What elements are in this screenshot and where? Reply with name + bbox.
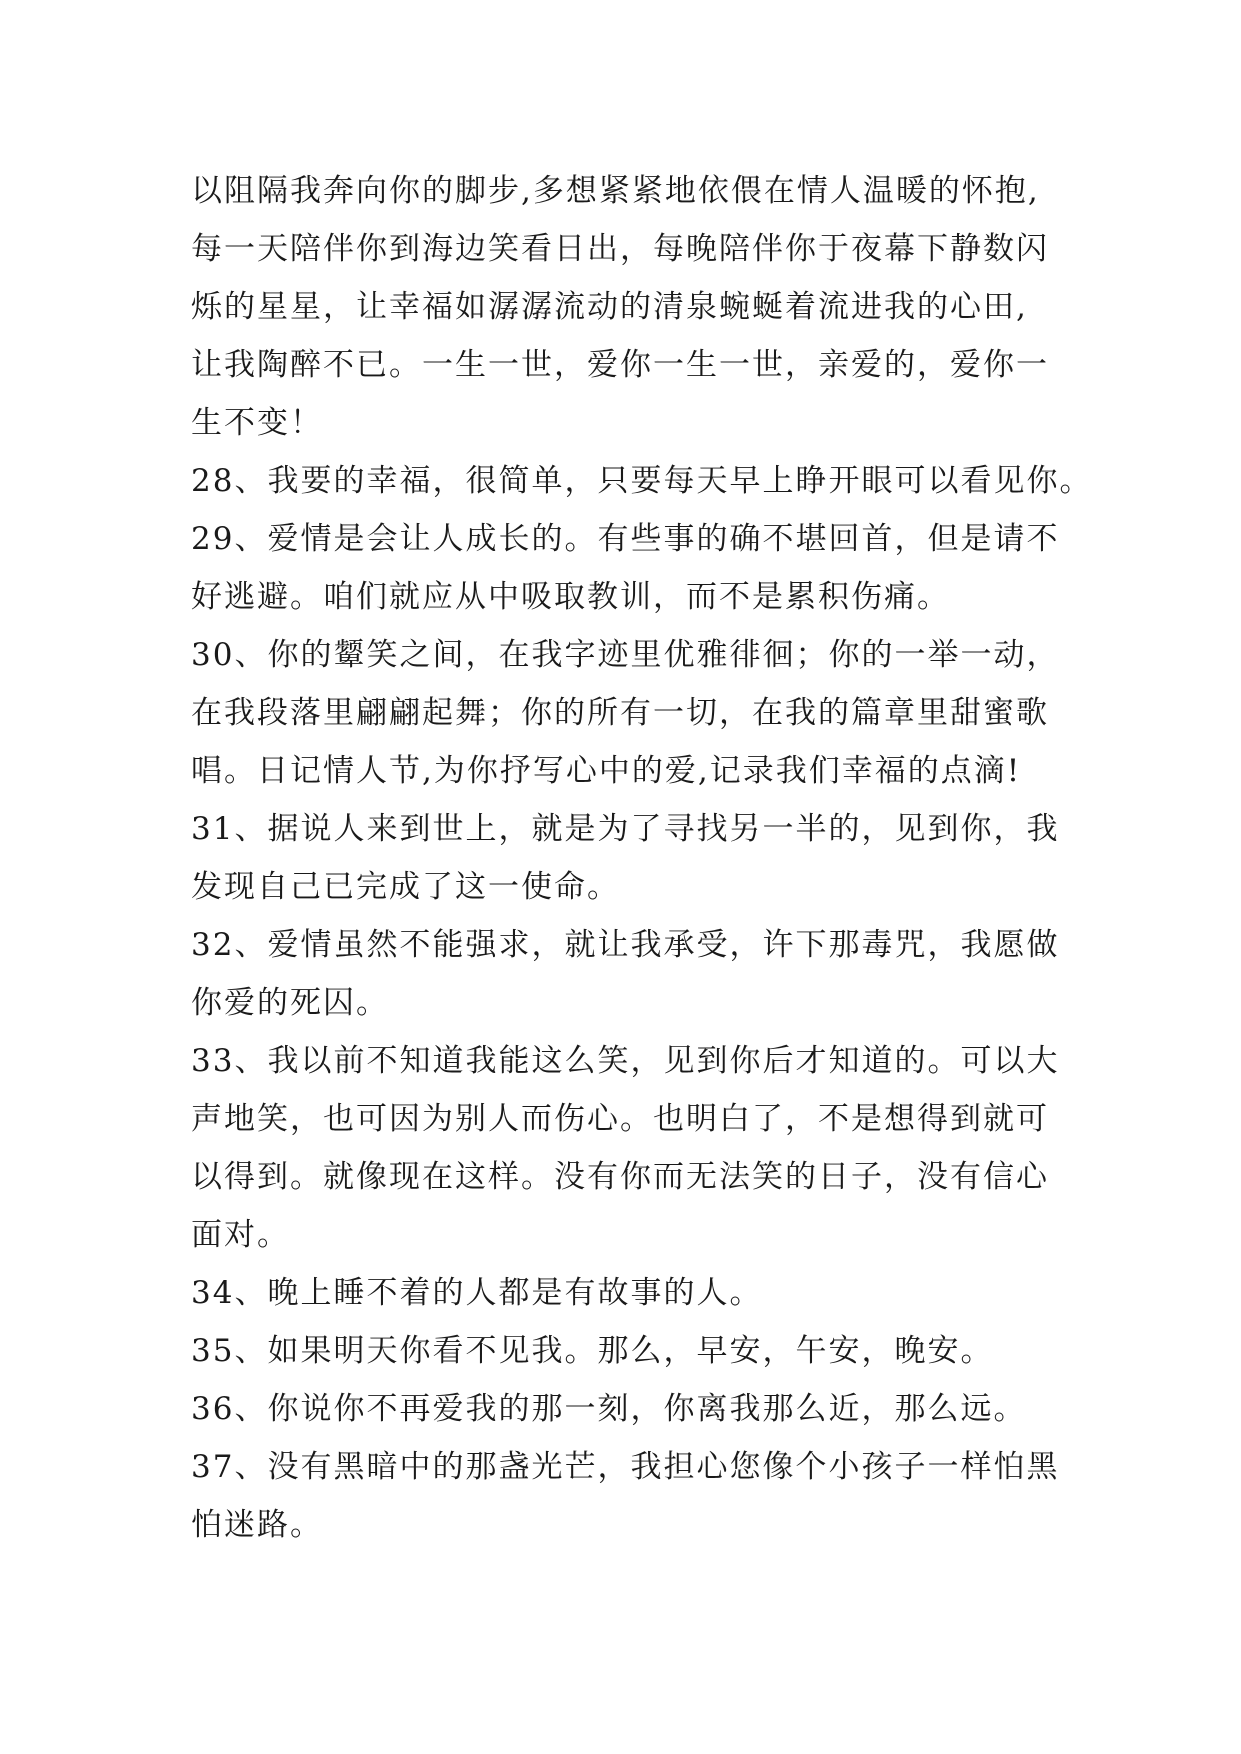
text-line: 32、爱情虽然不能强求，就让我承受，许下那毒咒，我愿做 — [191, 927, 1060, 963]
text-line: 面对。 — [191, 1217, 290, 1253]
text-line: 37、没有黑暗中的那盏光芒，我担心您像个小孩子一样怕黑 — [191, 1449, 1060, 1485]
document-body — [191, 162, 1091, 1554]
text-line: 怕迷路。 — [191, 1507, 323, 1543]
text-line: 31、据说人来到世上，就是为了寻找另一半的，见到你，我 — [191, 811, 1060, 847]
text-line: 唱。日记情人节,为你抒写心中的爱,记录我们幸福的点滴! — [191, 753, 1022, 789]
text-line: 29、爱情是会让人成长的。有些事的确不堪回首，但是请不 — [191, 521, 1060, 557]
text-line: 好逃避。咱们就应从中吸取教训，而不是累积伤痛。 — [191, 579, 950, 615]
text-line: 34、晚上睡不着的人都是有故事的人。 — [191, 1275, 763, 1311]
text-line: 以得到。就像现在这样。没有你而无法笑的日子，没有信心 — [191, 1159, 1049, 1195]
text-line: 每一天陪伴你到海边笑看日出，每晚陪伴你于夜幕下静数闪 — [191, 231, 1049, 267]
text-line: 生不变！ — [191, 405, 323, 441]
text-line: 声地笑，也可因为别人而伤心。也明白了，不是想得到就可 — [191, 1101, 1049, 1137]
text-line: 28、我要的幸福，很简单，只要每天早上睁开眼可以看见你。 — [191, 463, 1093, 499]
text-line: 发现自己已完成了这一使命。 — [191, 869, 620, 905]
text-line: 以阻隔我奔向你的脚步,多想紧紧地依偎在情人温暖的怀抱, — [191, 173, 1040, 209]
text-line: 30、你的颦笑之间，在我字迹里优雅徘徊；你的一举一动， — [191, 637, 1060, 673]
text-line: 在我段落里翩翩起舞；你的所有一切，在我的篇章里甜蜜歌 — [191, 695, 1049, 731]
text-line: 35、如果明天你看不见我。那么，早安，午安，晚安。 — [191, 1333, 994, 1369]
text-line: 33、我以前不知道我能这么笑，见到你后才知道的。可以大 — [191, 1043, 1060, 1079]
text-line: 让我陶醉不已。一生一世，爱你一生一世，亲爱的，爱你一 — [191, 347, 1049, 383]
text-line: 烁的星星，让幸福如潺潺流动的清泉蜿蜒着流进我的心田, — [191, 289, 1028, 325]
text-line: 36、你说你不再爱我的那一刻，你离我那么近，那么远。 — [191, 1391, 1027, 1427]
text-line: 你爱的死囚。 — [191, 985, 389, 1021]
